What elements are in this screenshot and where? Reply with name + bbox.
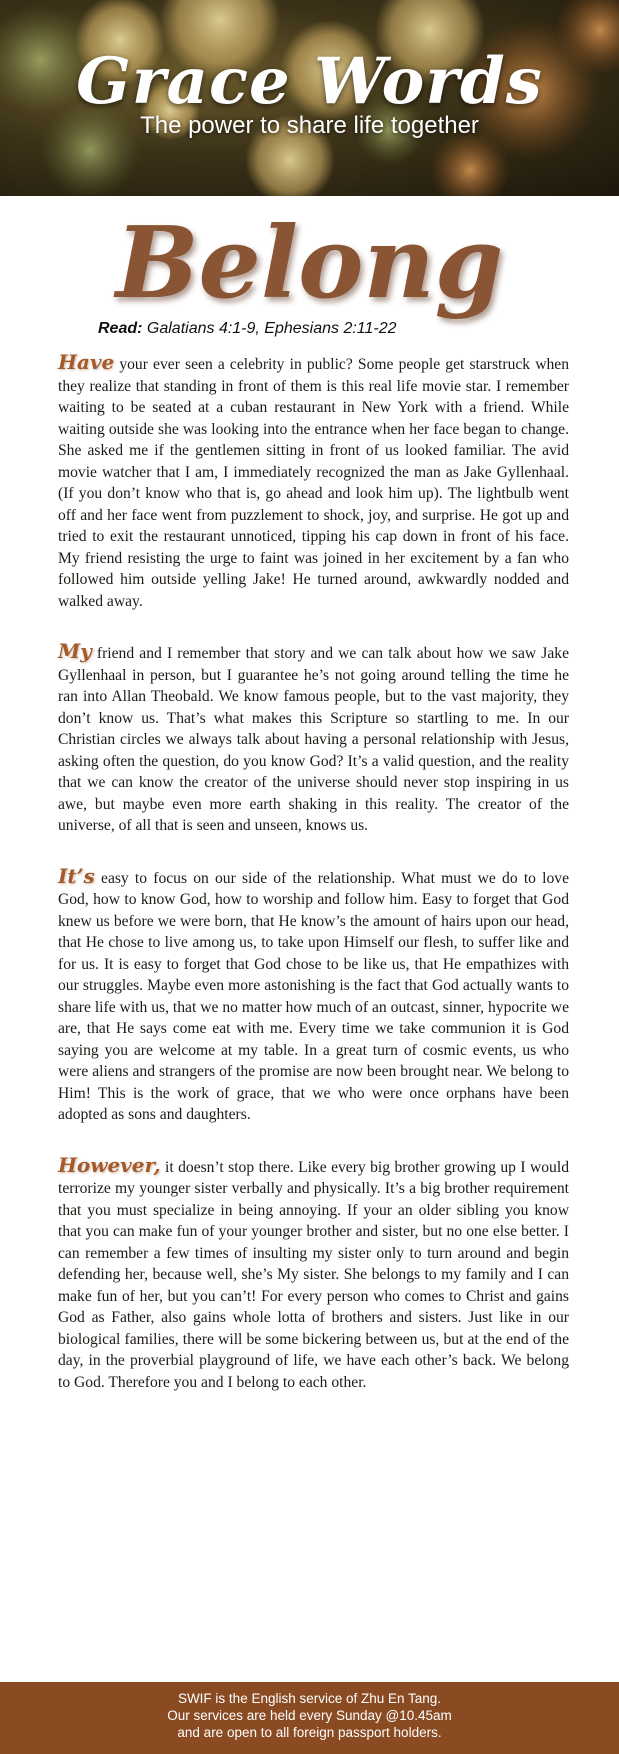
footer-line: Our services are held every Sunday @10.45am — [167, 1708, 452, 1723]
paragraph — [58, 863, 569, 1126]
article-body — [58, 352, 569, 1422]
paragraph-lead-word: My — [58, 639, 92, 663]
footer-line: and are open to all foreign passport holders. — [177, 1725, 442, 1740]
scripture-reference — [98, 320, 397, 338]
read-label: Read: — [98, 320, 143, 337]
paragraph — [58, 1152, 569, 1394]
paragraph-text: easy to focus on our side of the relationship. What must we do to love God, how to know God, how to worship and follow him. Easy to forget that God knew us before we were born, that He know’s the amount of hairs upon our head, that He chose to live among us, to take upon Himself our flesh, to suffer like and for us. It is easy to forget that God chose to be like us, that He empathizes with our struggles. Maybe even more astonishing is the fact that God actually wants to share life with us, that we no matter how much of an outcast, sinner, hypocrite we are, that He says come eat with me. Every time we take communion it is God saying you are welcome at my table. In a great turn of cosmic events, us who were aliens and strangers of the promise are now been brought near. We belong to Him! This is the work of grace, that we who were once orphans have been adopted as sons and daughters. — [58, 869, 569, 1123]
paragraph — [58, 641, 569, 837]
paragraph-text: friend and I remember that story and we can talk about how we saw Jake Gyllenhaal in person, but I guarantee he’s not going around telling the time he ran into Allan Theobald. We know famous people, but to the vast majority, they don’t know us. That’s what makes this Scripture so startling to me. In our Christian circles we always talk about having a personal relationship with Jesus, asking often the question, do you know God? It’s a valid question, and the reality that we can know the creator of the universe should never stop inspiring in us awe, but maybe even more earth shaking in this reality. The creator of the universe, of all that is seen and unseen, knows us. — [58, 645, 569, 834]
page-title: Belong — [115, 206, 504, 321]
footer-banner — [0, 1682, 619, 1754]
read-refs: Galatians 4:1-9, Ephesians 2:11-22 — [142, 320, 397, 337]
paragraph-lead-word: It’s — [58, 863, 95, 888]
banner-subtitle: The power to share life together — [140, 112, 479, 139]
paragraph-lead-word: However, — [58, 1152, 161, 1177]
paragraph-lead-word: Have — [58, 350, 115, 374]
header-banner — [0, 0, 619, 196]
paragraph — [58, 352, 569, 612]
paragraph-text: your ever seen a celebrity in public? Some people get starstruck when they realize that standing in front of them is this real life movie star. I remember waiting to be seated at a cuban restaurant in New York with a friend. While waiting outside she was looking into the entrance when her face began to change. She asked me if the gentlemen sitting in front of us looked familiar. The avid movie watcher that I am, I immediately recognized the man as Jake Gyllenhaal. (If you don’t know who that is, go ahead and look him up). The lightbulb went off and her face went from puzzlement to shock, joy, and surprise. He got up and tried to exit the restaurant unnoticed, tipping his cap down in front of his face. My friend resisting the urge to faint was joined in her excitement by a fan who followed him outside yelling Jake! He turned around, awkwardly nodded and walked away. — [58, 356, 569, 610]
banner-title: Grace Words — [76, 44, 543, 119]
paragraph-text: it doesn’t stop there. Like every big brother growing up I would terrorize my younger sister verbally and physically. It’s a big brother requirement that you must specialize in being annoying. If your an older sibling you know that you can make fun of your younger brother and sister, but no one else better. I can remember a few times of insulting my sister only to turn around and begin defending her, because well, she’s My sister. She belongs to my family and I can make fun of her, but you can’t! For every person who comes to Christ and gains God as Father, also gains whole lotta of brothers and sisters. Just like in our biological families, there will be some bickering between us, but at the end of the day, in the proverbial playground of life, we have each other’s back. We belong to God. Therefore you and I belong to each other. — [58, 1158, 569, 1391]
footer-line: SWIF is the English service of Zhu En Tang. — [177, 1691, 442, 1706]
